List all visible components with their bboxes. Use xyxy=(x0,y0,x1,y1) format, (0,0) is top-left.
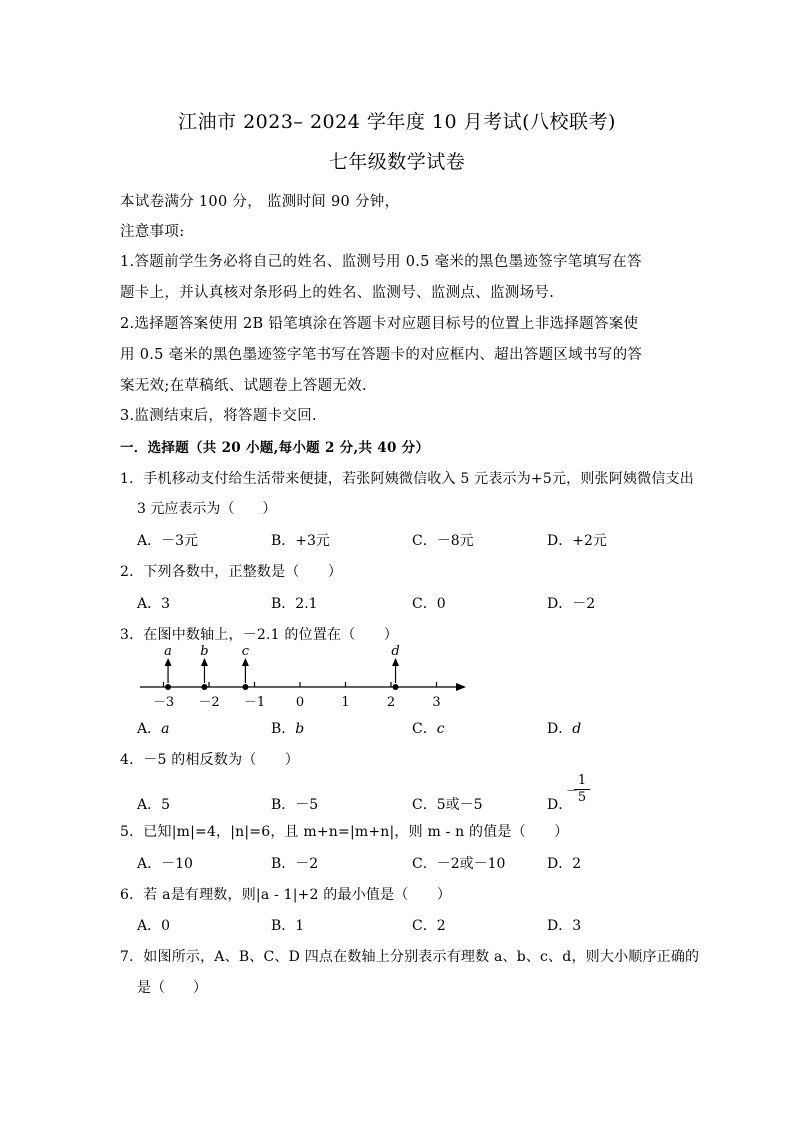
notice-2b: 用 0.5 毫米的黑色墨迹签字笔书写在答题卡的对应框内、超出答题区域书写的答 xyxy=(120,347,643,363)
q3-option-d: D．d xyxy=(547,721,582,737)
intro-score-line: 本试卷满分 100 分， 监测时间 90 分钟， xyxy=(120,194,400,210)
exam-subtitle: 七年级数学试卷 xyxy=(328,151,466,173)
q2-option-a: A．3 xyxy=(137,596,171,612)
q3-option-c: C．c xyxy=(412,721,445,737)
tick-label: 2 xyxy=(386,695,396,710)
number-line-figure xyxy=(130,640,480,712)
q3-option-b: B．b xyxy=(271,721,305,737)
notice-2a: 2.选择题答案使用 2B 铅笔填涂在答题卡对应题目标号的位置上非选择题答案使 xyxy=(120,316,639,332)
section-1-heading: 一．选择题（共 20 小题,每小题 2 分,共 40 分） xyxy=(120,440,430,456)
q2-option-b: B．2.1 xyxy=(271,596,318,612)
question-1-stem: 1．手机移动支付给生活带来便捷，若张阿姨微信收入 5 元表示为+5元，则张阿姨微信支出 xyxy=(120,471,694,487)
q5-option-a: A．－10 xyxy=(137,856,193,872)
question-6-stem: 6．若 a是有理数，则|a - 1|+2 的最小值是（ ） xyxy=(120,887,452,903)
point-b xyxy=(201,684,207,690)
question-2-stem: 2．下列各数中，正整数是（ ） xyxy=(120,564,343,580)
q3-option-a: A．a xyxy=(137,721,170,737)
q6-option-d: D．3 xyxy=(547,918,582,934)
q4-option-d-fraction xyxy=(574,773,590,806)
arrow-head-icon xyxy=(201,658,208,666)
point-a xyxy=(165,684,171,690)
point-label-a: a xyxy=(164,644,172,659)
arrow-head-icon xyxy=(242,658,249,666)
arrow-head-icon xyxy=(165,658,172,666)
q1-option-c: C．－8元 xyxy=(412,533,474,549)
q1-option-b: B．+3元 xyxy=(271,533,330,549)
question-7-stem: 7．如图所示，A、B、C、D 四点在数轴上分别表示有理数 a、b、c、d，则大小顺序正确的 xyxy=(120,949,700,965)
notice-1b: 题卡上，并认真核对条形码上的姓名、监测号、监测点、监测场号. xyxy=(120,285,555,301)
q2-option-d: D．－2 xyxy=(547,596,596,612)
q4-option-b: B．－5 xyxy=(271,797,319,813)
question-7-stem-cont: 是（ ） xyxy=(137,980,207,996)
notice-title: 注意事项: xyxy=(120,224,185,240)
exam-title: 江油市 2023– 2024 学年度 10 月考试(八校联考) xyxy=(178,111,616,133)
notice-1a: 1.答题前学生务必将自己的姓名、监测号用 0.5 毫米的黑色墨迹签字笔填写在答 xyxy=(120,254,642,270)
q6-option-b: B．1 xyxy=(271,918,305,934)
q4-option-d-sign: － xyxy=(566,784,579,798)
q5-option-b: B．－2 xyxy=(271,856,319,872)
point-label-d: d xyxy=(391,644,400,659)
q5-option-c: C．－2或－10 xyxy=(412,856,506,872)
q2-option-c: C．0 xyxy=(412,596,446,612)
notice-2c: 案无效;在草稿纸、试题卷上答题无效. xyxy=(120,378,367,394)
q6-option-c: C．2 xyxy=(412,918,446,934)
q4-option-d-label: D． xyxy=(547,797,573,813)
fraction-denominator: 5 xyxy=(577,790,587,805)
notice-3: 3.监测结束后，将答题卡交回. xyxy=(120,408,317,424)
question-1-stem-cont: 3 元应表示为（ ） xyxy=(137,501,277,517)
axis-arrow-icon xyxy=(456,683,466,691)
point-label-c: c xyxy=(241,644,250,659)
arrow-head-icon xyxy=(392,658,399,666)
q4-option-c: C．5或－5 xyxy=(412,797,483,813)
q4-option-a: A．5 xyxy=(137,797,171,813)
point-d xyxy=(393,684,399,690)
question-4-stem: 4．－5 的相反数为（ ） xyxy=(120,752,300,768)
question-3-stem: 3．在图中数轴上，－2.1 的位置在（ ） xyxy=(120,627,399,643)
tick-label: －2 xyxy=(198,695,220,710)
q5-option-d: D．2 xyxy=(547,856,582,872)
tick-label: 0 xyxy=(295,695,305,710)
q1-option-d: D．+2元 xyxy=(547,533,607,549)
tick-label: －1 xyxy=(243,695,266,710)
tick-label: 3 xyxy=(432,695,441,710)
question-5-stem: 5．已知|m|=4，|n|=6，且 m+n=|m+n|，则 m - n 的值是（ ） xyxy=(120,824,569,840)
point-c xyxy=(242,684,248,690)
q6-option-a: A．0 xyxy=(137,918,171,934)
tick-label: －3 xyxy=(152,695,175,710)
point-label-b: b xyxy=(200,644,209,659)
q1-option-a: A．－3元 xyxy=(137,533,199,549)
fraction-numerator: 1 xyxy=(574,773,590,790)
tick-label: 1 xyxy=(341,695,350,710)
